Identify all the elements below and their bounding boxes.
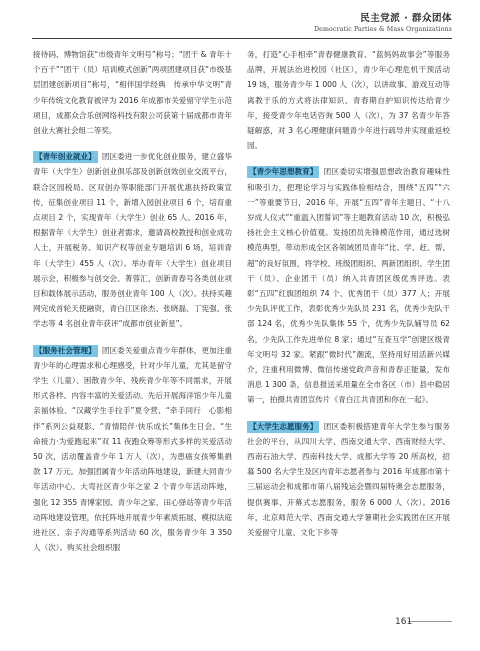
section-social-services [33, 343, 232, 556]
section-youth-entrepreneurship [33, 149, 232, 331]
section-tag: 【青少年思想教育】 [249, 167, 318, 177]
section-tag: 【服务社会管理】 [35, 345, 96, 355]
section-student-volunteer [247, 419, 450, 541]
section-ideological-education [247, 164, 450, 407]
section-title: 民主党派 · 群众团体 [360, 13, 452, 24]
paragraph-body: 团区委切实增强思想政治教育趣味性和吸引力，把理论学习与实践体验相结合，围绕“五四”“六一”等重要节日，2016 年，开展“五四”青年主题日、“十八岁成人仪式”“重温入团誓词”等主题教育活动 10 次，积极弘扬社会主义核心价值观。发扬团员先锋模范作用，通过选树模范典型，带动形成全区各领域团员青年“比、学、赶、帮、超”的良好氛围，将学校、班级团组织、两新团组织、学生团干（员）、企业团干（员）纳入共青团区级优秀评选。表彰“五四”红旗团组织 74 个、优秀团干（员）377 人；开展少先队评优工作，表彰优秀少先队员 231 名，优秀少先队干部 124 名，优秀少先队集体 55 个，优秀少先队辅导员 62 名，少先队工作先进单位 8 家；通过“互查互学”创建区级青年文明号 32 家。紧跟“微时代”潮流，坚持用好用活新兴媒介，注重利用微博、微信传递党政声音和青春正能量，发布消息 1 300 条，信息报送采用量在全市各区（市）县中稳居第一，拍摄共青团宣传片《青白江共青团和你在一起》。 [247, 167, 450, 405]
paragraph-body: 团区委关爱重点青少年群体，更加注重青少年的心理需求和心理感受，针对少年儿童，尤其是留守学生（儿童）、困散青少年、残疾青少年等不同需求，开展形式各样、内容丰富的关爱活动。先后开展海洋馆少年儿童亲福体验、“汉藏学生手拉手”夏令营、“牵手同行 心影相伴”系列公益观影、“青情陪伴·快乐成长”集体生日会、“生命接力·为爱跑起来”双 11 夜跑众筹等形式多样的关爱活动 50 次，活动覆盖青少年 1 万人（次），为患癌女孩筹集捐款 17 万元。加强团属青少年活动阵地建设，新建大同青少年活动中心、大弯社区青少年之家 2 个青少年活动阵地，强化 12 355 青博家园、青少年之家、田心驿站等青少年活动阵地建设管理，依托阵地开展青少年素质拓展、模拟法庭进社区、亲子沟通等系列活动 60 次，服务青少年 3 350 人（次）。购买社会组织服 [33, 345, 232, 553]
page-number: 161 [395, 617, 413, 627]
paragraph-body: 团区委积极搭建青年大学生参与服务社会的平台，从四川大学、西南交通大学、西南财经大学、西南石油大学、西南科技大学、成都大学等 20 所高校，招募 500 名大学生及区内青年志愿者参与 2016 年成都市第十三届运动会和成都市第八届残运会暨四届特奥会志愿服务，提供赛事、开幕式志愿服务，服务 6 000 人（次）。2016 年，北京师范大学、西南交通大学暑期社会实践团在区开展关爱留守儿童、文化下乡等 [247, 421, 450, 538]
paragraph-continued: 务，打造“心手相牵”青春健康教育、“蓝妈妈故事会”等服务品牌，开展法治进校园（社区），青少年心理危机干预活动 19 场，服务青少年 1 000 人（次），以讲故事、游戏互动等离教于乐的方式将法律知识、青春期自护知识传达给青少年，接受青少年电话咨询 500 人（次），为 37 名青少年答疑解惑，对 3 名心理健康问题青少年进行疏导并实现重返校园。 [247, 50, 450, 151]
paragraph-intro: 接待码、博物馆获“市级青年文明号”称号；“团干 & 青年十个百千”“团干（员）培训模式创新”两项团建项目获“市级基层团建创新项目”称号，“相伴国学经典 传承中华文明”青少年传统文化教育被评为 2016 年成都市关爱留守学生示范项目，成都众合乐创网络科技有限公司获第十届成都市青年创业大赛社会组二等奖。 [33, 50, 232, 136]
running-header [314, 10, 452, 33]
header-divider [32, 38, 452, 39]
paragraph-body: 团区委进一步优化创业服务，建立盛华青年（大学生）创新创业俱乐部及创新创效创业交流平台，联合区园税局、区双创办等职能部门开展优惠扶持政策宣传，征集创业项目 11 个，新增入园创业项目 6 个，培育重点项目 2 个，实现青年（大学生）创业 65 人。2016 年，根据青年（大学生）创业者需求，邀请高校教授和创业成功人士，开展税务、知识产权等创业专题培训 6 场，培训青年（大学生）455 人（次）。举办青年（大学生）创业项目展示会，积极参与创交会、菁蓉汇，创新青春号各类创业项目和载体展示活动，服务创业青年 100 人（次）。扶持买趣网完成首轮天使融资，青白江区徐杰、张晓磊、丁宪强、张学志等 4 名创业青年获评“成都市创业新星”。 [33, 152, 232, 329]
section-tag: 【大学生志愿服务】 [249, 421, 318, 431]
section-subtitle: Democratic Parties & Mass Organizations [313, 26, 452, 33]
right-column [247, 47, 450, 551]
footer-divider [408, 621, 452, 622]
left-column [33, 47, 232, 567]
section-tag: 【青年创业就业】 [35, 152, 96, 162]
